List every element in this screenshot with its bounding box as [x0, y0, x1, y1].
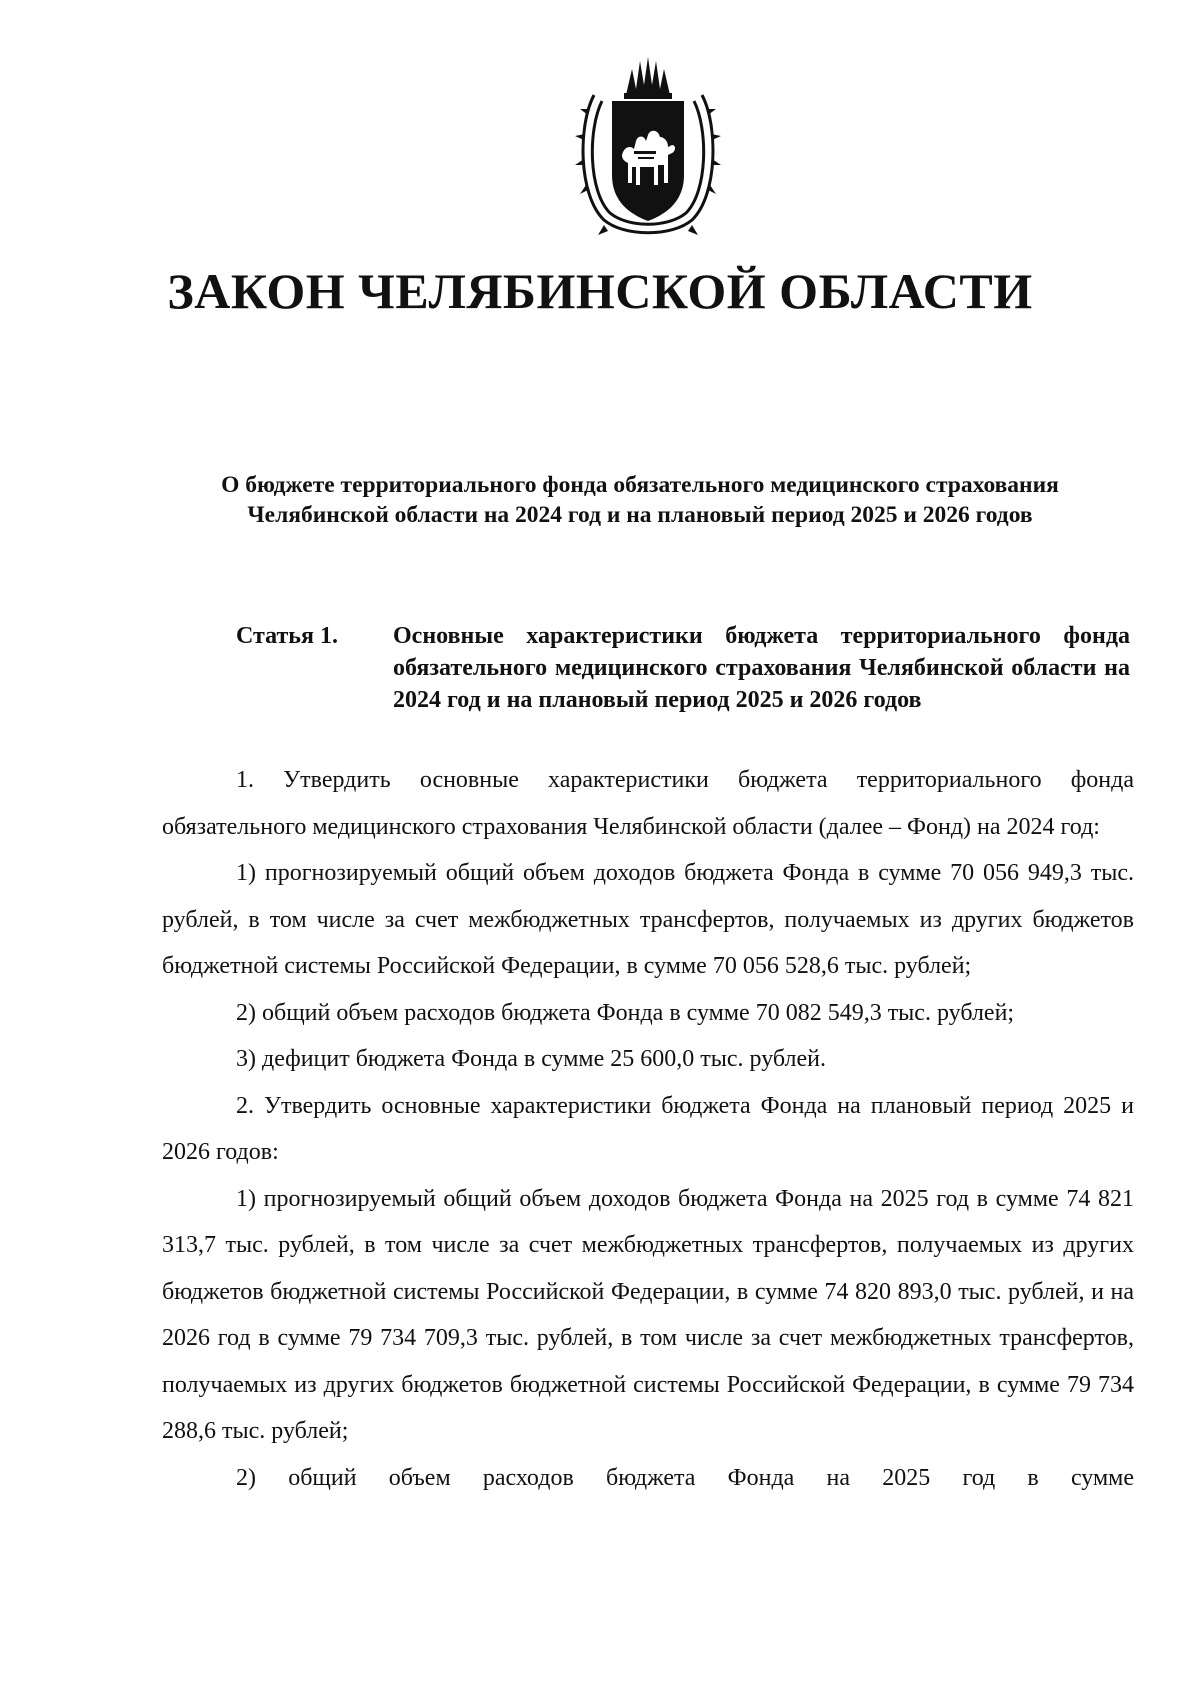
- paragraph: 1. Утвердить основные характеристики бюджета территориального фонда обязательного медицинского страхования Челябинской области (далее – Фонд) на 2024 год:: [162, 767, 1134, 840]
- document-title: ЗАКОН ЧЕЛЯБИНСКОЙ ОБЛАСТИ: [167, 263, 1033, 319]
- article-number: Статья 1.: [236, 623, 338, 649]
- paragraph: 3) дефицит бюджета Фонда в сумме 25 600,0 тыс. рублей.: [236, 1046, 826, 1072]
- article-heading: Основные характеристики бюджета территориального фонда обязательного медицинского страхования Челябинской области на 2024 год и на плановый период 2025 и 2026 годов: [393, 623, 1130, 713]
- document-body: [162, 757, 1134, 1501]
- paragraph: 2) общий объем расходов бюджета Фонда на 2025 год в сумме: [236, 1464, 1134, 1491]
- document-subtitle: [160, 470, 1120, 530]
- paragraph: 1) прогнозируемый общий объем доходов бюджета Фонда в сумме 70 056 949,3 тыс. рублей, в том числе за счет межбюджетных трансфертов, получаемых из других бюджетов бюджетной системы Российской Федерации, в сумме 70 056 528,6 тыс. рублей;: [162, 860, 1134, 979]
- paragraph: 2. Утвердить основные характеристики бюджета Фонда на плановый период 2025 и 2026 годов:: [162, 1092, 1134, 1165]
- subtitle-line: Челябинской области на 2024 год и на плановый период 2025 и 2026 годов: [247, 502, 1033, 528]
- subtitle-line: О бюджете территориального фонда обязательного медицинского страхования: [221, 472, 1059, 498]
- paragraph: 1) прогнозируемый общий объем доходов бюджета Фонда на 2025 год в сумме 74 821 313,7 тыс. рублей, в том числе за счет межбюджетных трансфертов, получаемых из других бюджетов бюджетной системы Российской Федерации, в сумме 74 820 893,0 тыс. рублей, и на 2026 год в сумме 79 734 709,3 тыс. рублей, в том числе за счет межбюджетных трансфертов, получаемых из других бюджетов бюджетной системы Российской Федерации, в сумме 79 734 288,6 тыс. рублей;: [162, 1185, 1134, 1444]
- paragraph: 2) общий объем расходов бюджета Фонда в сумме 70 082 549,3 тыс. рублей;: [236, 999, 1015, 1026]
- coat-of-arms-icon: [574, 55, 722, 243]
